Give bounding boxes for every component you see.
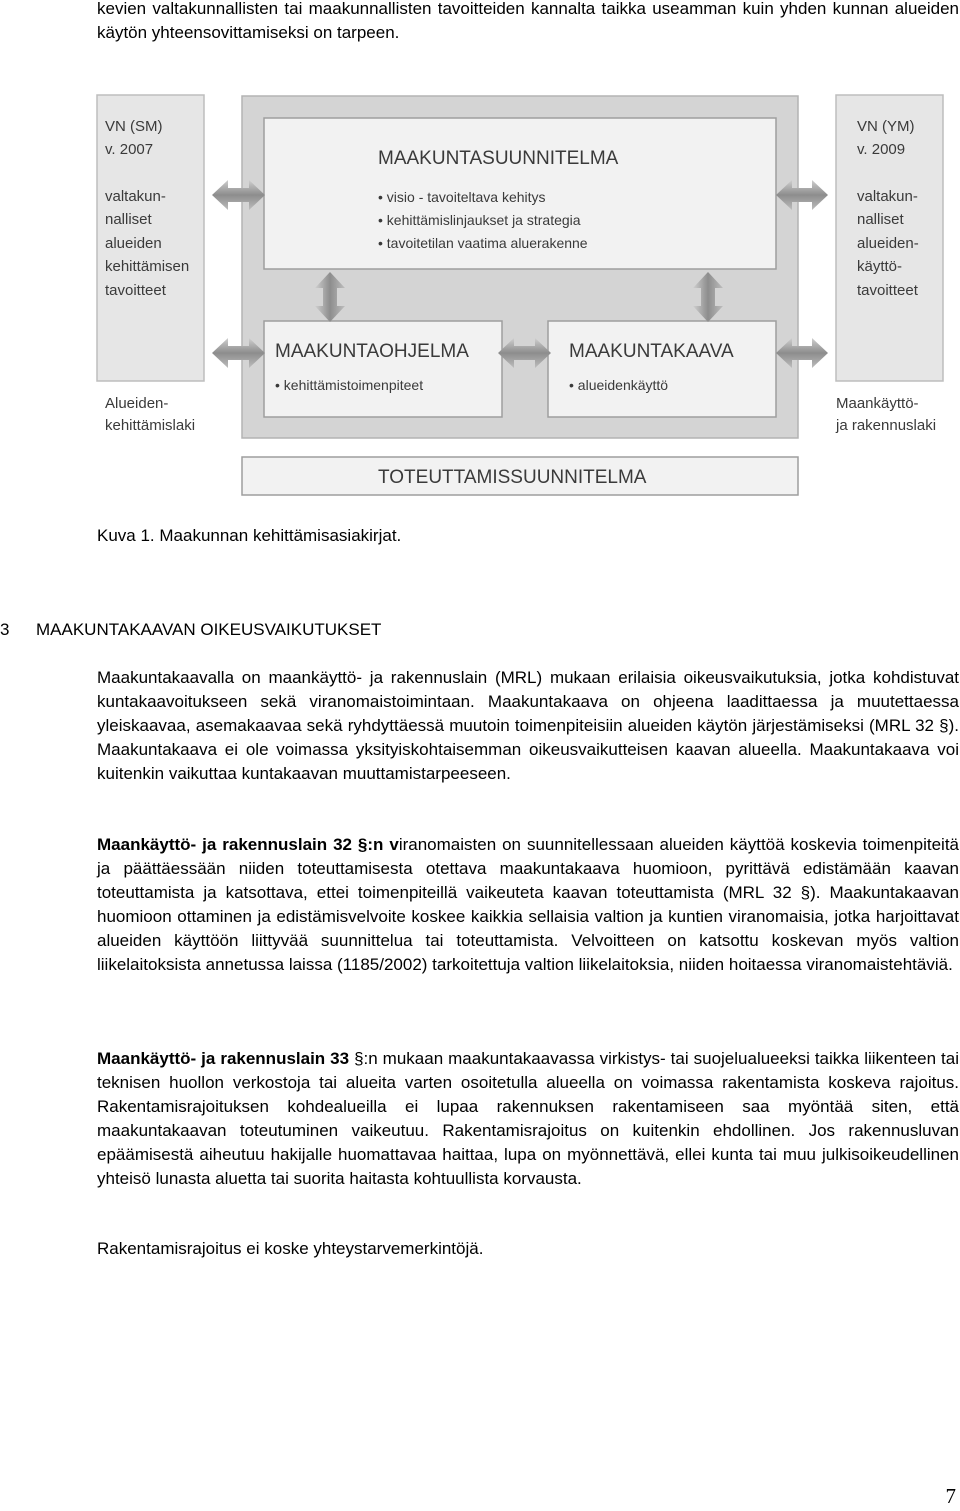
page-number: 7 (945, 1484, 956, 1508)
vn-sm-line: alueiden (105, 235, 162, 252)
vn-ym-box (836, 95, 943, 381)
left-law-line: Alueiden- (105, 395, 169, 412)
figure-caption: Kuva 1. Maakunnan kehittämisasiakirjat. (97, 526, 402, 545)
right-law-line: ja rakennuslaki (836, 417, 937, 434)
right-law-line: Maankäyttö- (836, 395, 919, 412)
paragraph-3-lead: Maankäyttö- ja rakennuslain 33 (97, 1049, 350, 1068)
vn-ym-year: v. 2009 (857, 141, 906, 158)
kaava-bullet: • alueidenkäyttö (569, 377, 669, 393)
maakuntakaava-title: MAAKUNTAKAAVA (569, 341, 734, 362)
vn-ym-line: tavoitteet (857, 282, 918, 299)
section-number: 3 (0, 620, 10, 639)
ohjelma-bullet: • kehittämistoimenpiteet (275, 377, 424, 393)
intro-paragraph: kevien valtakunnallisten tai maakunnallisten tavoitteiden kannalta taikka useamman kuin yhden kunnan alueiden käytön yhteensovittamiseksi on tarpeen. (97, 0, 959, 42)
development-documents-diagram (94, 92, 946, 498)
suunnitelma-bullet: • kehittämislinjaukset ja strategia (378, 212, 581, 228)
maakuntaohjelma-title: MAAKUNTAOHJELMA (275, 341, 469, 362)
vn-sm-box (97, 95, 204, 381)
section-title: MAAKUNTAKAAVAN OIKEUSVAIKUTUKSET (36, 620, 382, 639)
paragraph-4: Rakentamisrajoitus ei koske yhteystarvemerkintöjä. (97, 1239, 484, 1258)
maakuntakaava-box (548, 321, 776, 417)
paragraph-2-body: iranomaisten on suunnitellessaan alueiden käyttöä koskevia toimenpiteitä ja päättäessään niiden toteuttamisesta otettava maakuntakaava huomioon, pyrittävä edistämään kaavan toteuttamista ja katsottava, ettei toimenpiteillä vaikeuteta kaavan toteuttamista (MRL 32 §). Maakuntakaavan huomioon ottaminen ja edistämisvelvoite koskee kaikkia sellaisia valtion ja kuntien viranomaisia, jotka harjoittavat alueiden käyttöön liittyvää suunnittelua tai toteuttamista. Velvoitteen on katsottu koskevan myös valtion liikelaitoksista annetussa laissa (1185/2002) tarkoitettuja valtion liikelaitoksia, niiden hoitaessa viranomaistehtäviä. (97, 835, 959, 974)
maakuntasuunnitelma-title: MAAKUNTASUUNNITELMA (378, 148, 619, 169)
vn-ym-title: VN (YM) (857, 118, 915, 135)
maakuntaohjelma-box (264, 321, 502, 417)
vn-ym-line: valtakun- (857, 188, 918, 205)
paragraph-1: Maakuntakaavalla on maankäyttö- ja rakennuslain (MRL) mukaan erilaisia oikeusvaikutuksia, jotka kohdistuvat kuntakaavoitukseen sekä viranomaistoimintaan. Maakuntakaava on ohjeena laadittaessa ja muutettaessa yleiskaavaa, asemakaavaa sekä ryhdyttäessä muutoin toimenpiteisiin alueiden käytön järjestämiseksi (MRL 32 §). Maakuntakaava ei ole voimassa yksityiskohtaisemman oikeusvaikutteisen kaavan alueella. Maakuntakaava voi kuitenkin vaikuttaa kuntakaavan muuttamistarpeeseen. (97, 668, 959, 783)
vn-sm-line: valtakun- (105, 188, 166, 205)
vn-sm-year: v. 2007 (105, 141, 154, 158)
paragraph-2 (97, 833, 959, 977)
toteuttamissuunnitelma-title: TOTEUTTAMISSUUNNITELMA (378, 467, 647, 488)
paragraph-3 (97, 1047, 959, 1191)
vn-ym-line: käyttö- (857, 258, 903, 275)
vn-sm-line: tavoitteet (105, 282, 166, 299)
section-heading (0, 620, 381, 640)
vn-sm-line: kehittämisen (105, 258, 190, 275)
paragraph-2-lead: Maankäyttö- ja rakennuslain 32 §:n v (97, 835, 399, 854)
vn-sm-title: VN (SM) (105, 118, 163, 135)
paragraph-3-body: §:n mukaan maakuntakaavassa virkistys- tai suojelualueeksi taikka liikenteen tai teknisen huollon verkostoja tai alueita varten osoitetulla alueella on voimassa rakentamista koskeva rajoitus. Rakentamisrajoituksen kohdealueilla ei lupaa rakennuksen rakentamiseen saa myöntää siten, että maakuntakaavan toteutuminen vaikeutuu. Rakentamisrajoitus on kuitenkin ehdollinen. Jos rakennusluvan epäämisestä aiheutuu hakijalle huomattavaa haittaa, lupa on myönnettävä, ellei kunta tai muu julkisoikeudellinen yhteisö lunasta aluetta tai suorita haitasta kohtuullista korvausta. (97, 1049, 959, 1188)
left-law-line: kehittämislaki (105, 417, 196, 434)
suunnitelma-bullet: • tavoitetilan vaatima aluerakenne (378, 235, 588, 251)
toteuttamissuunnitelma-box (242, 457, 798, 495)
vn-ym-line: alueiden- (857, 235, 919, 252)
vn-ym-line: nalliset (857, 211, 904, 228)
maakuntasuunnitelma-box (264, 118, 776, 269)
vn-sm-line: nalliset (105, 211, 152, 228)
suunnitelma-bullet: • visio - tavoiteltava kehitys (378, 189, 546, 205)
